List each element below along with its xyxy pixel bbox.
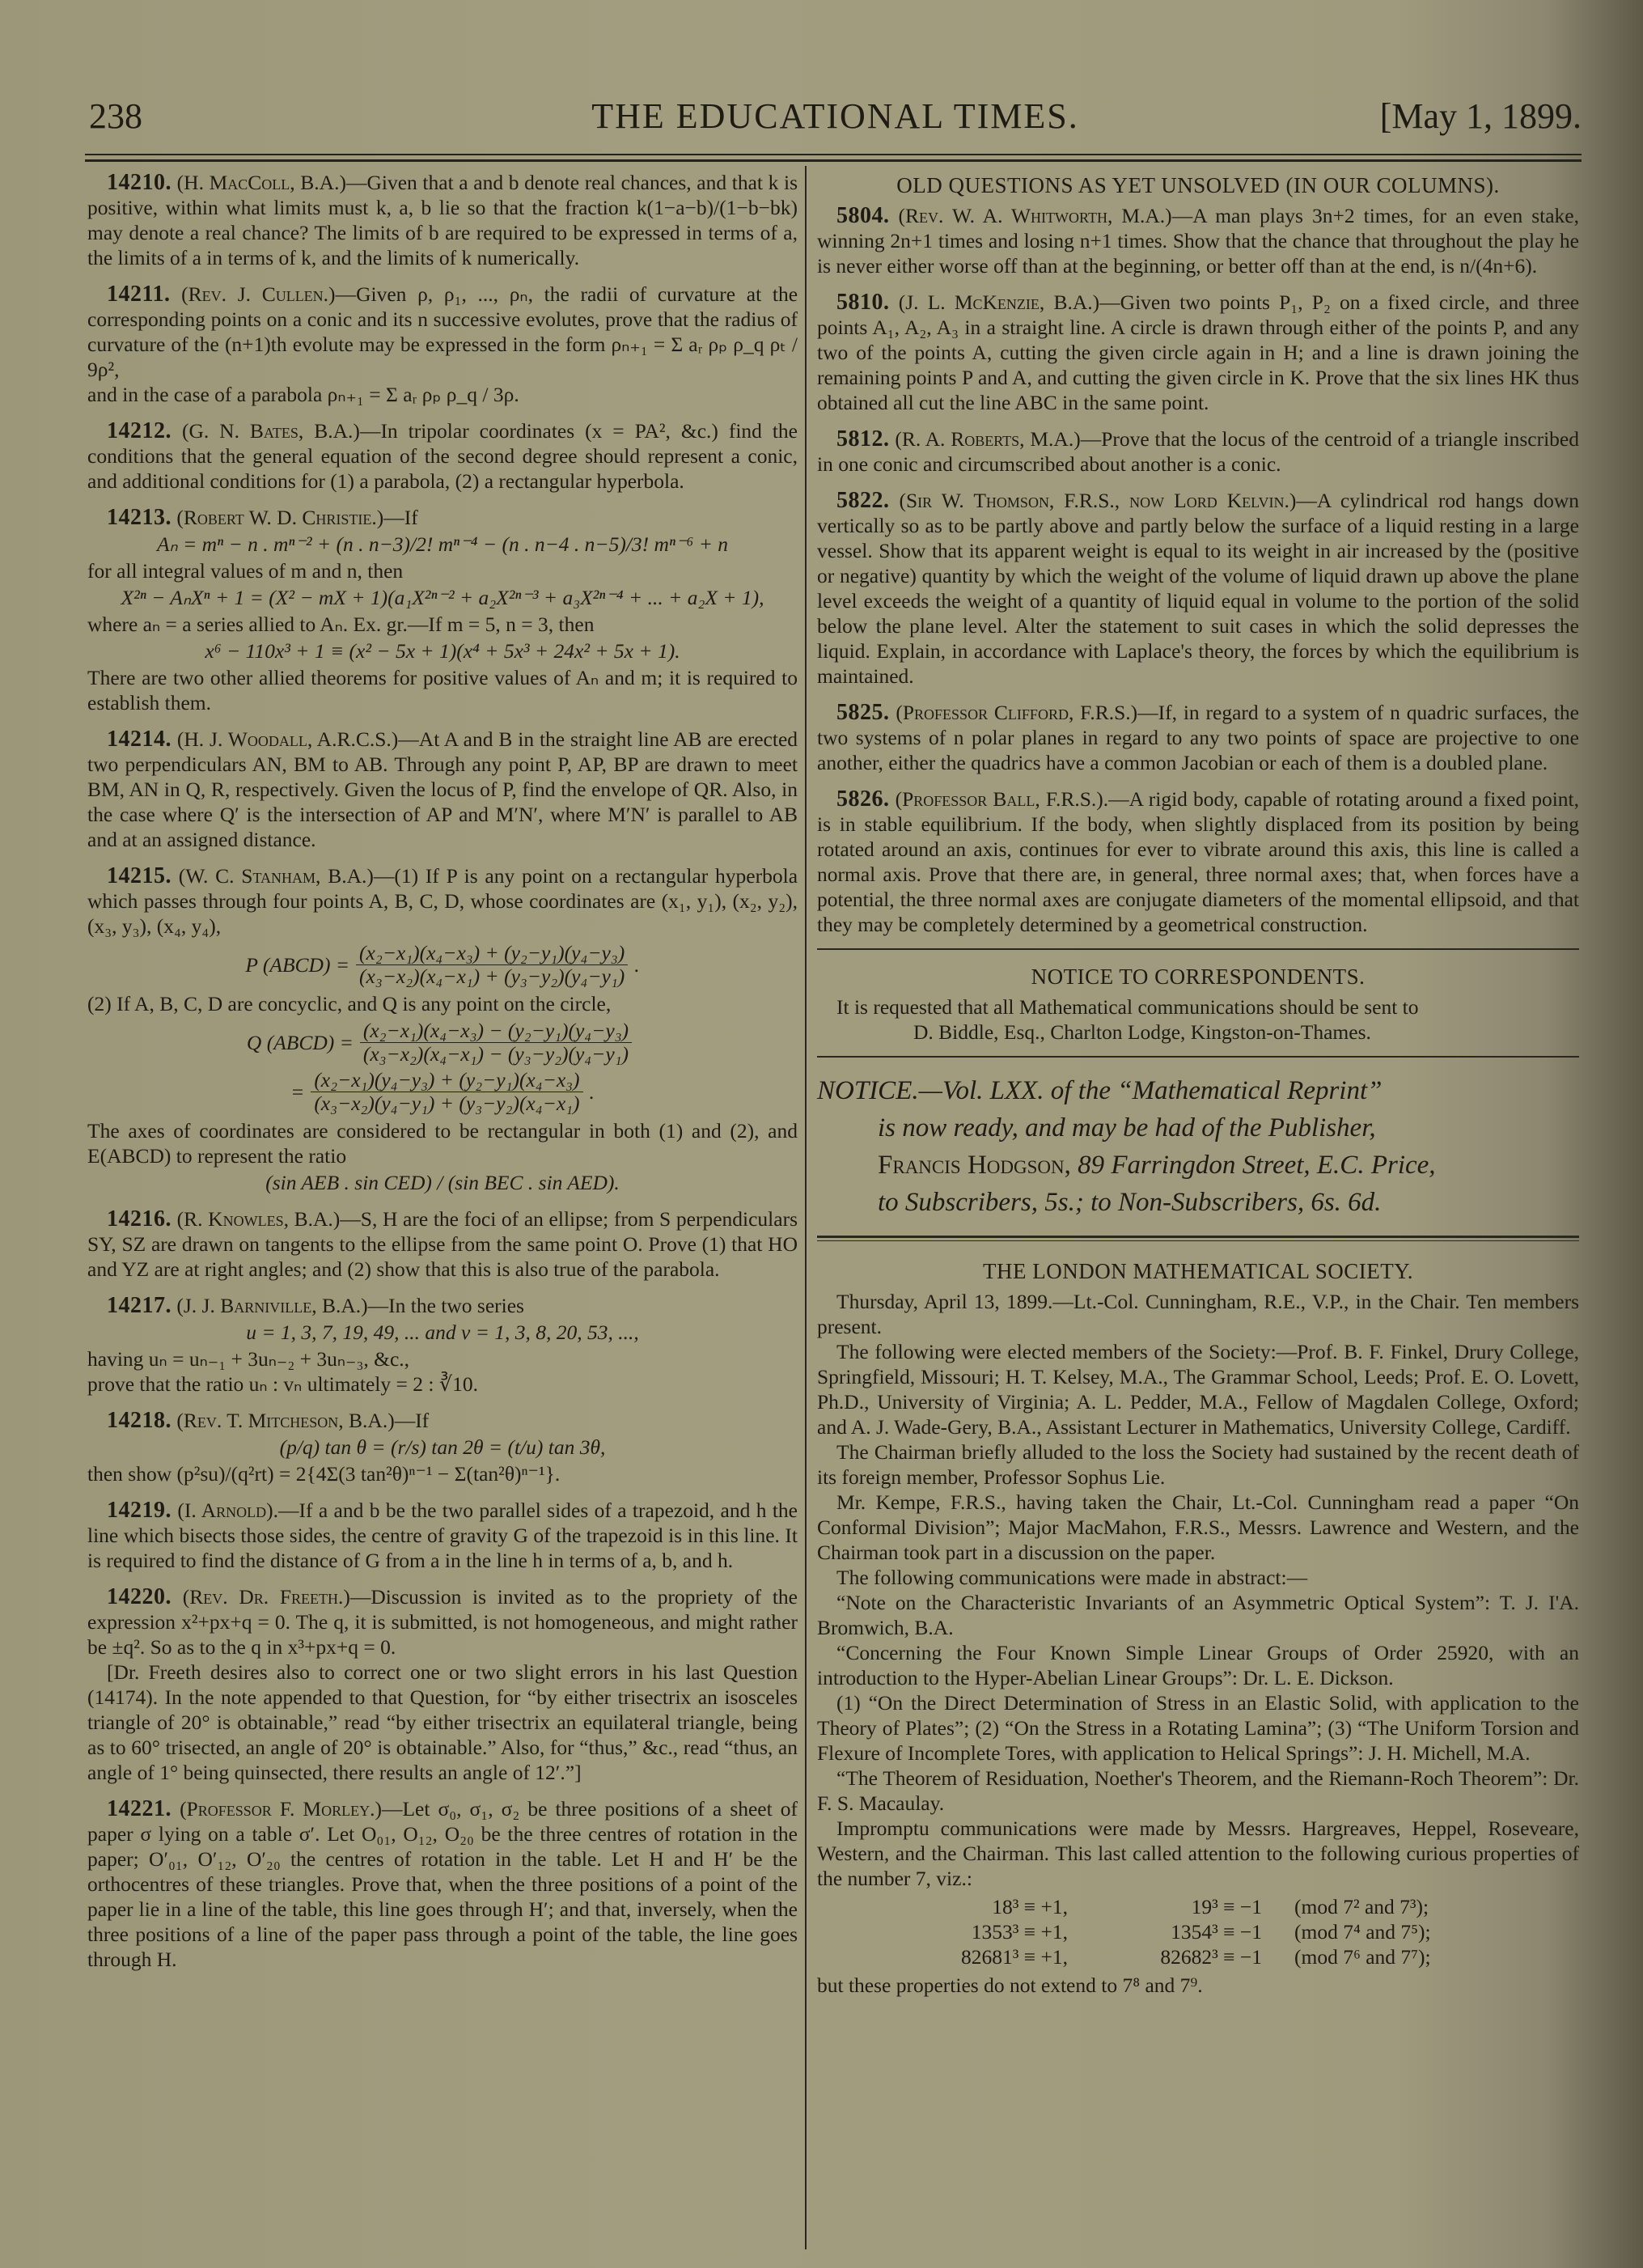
problem-number: 14216.: [107, 1206, 171, 1232]
problem-statement: [87, 1206, 798, 1282]
problem-5810: [817, 290, 1579, 415]
page-number: 238: [89, 96, 142, 136]
problem-text: —If: [394, 1409, 430, 1432]
paragraph: [Dr. Freeth desires also to correct one or two slight errors in his last Question (14174). In the note appended to that Question, for “by either trisectrix an isosceles triangle of 20° is obtainable,” read “by either trisectrix an equilateral triangle, being as to 60° trisected, an angle of 20° is obtainable.” Also, for “thus,” &c., read “thus, an angle of 1° being quinsected, there results an angle of 12′.”]: [87, 1660, 798, 1784]
problem-14212: [87, 418, 798, 494]
right-column: [817, 170, 1579, 1998]
problem-14221: [87, 1796, 798, 1972]
notice-line: NOTICE.—Vol. LXX. of the “Mathematical Reprint”: [817, 1076, 1383, 1105]
formula: (sin AEB . sin CED) / (sin BEC . sin AED).: [265, 1171, 620, 1194]
problem-author: (Robert W. D. Christie.): [176, 506, 384, 529]
problem-author: (Rev. T. Mitcheson, B.A.): [176, 1409, 395, 1432]
fraction-formula: [87, 1020, 798, 1066]
formula-end: .: [589, 1080, 595, 1104]
problem-14214: [87, 727, 798, 852]
problem-text: —(1) If P is any point on a rectangular hyperbola which passes through four points A, B, C, D, whose coordinates are (x₁, y₁), (x₂, y₂), (x₃, y₃), (x₄, y₄),: [87, 864, 798, 938]
problem-author: (J. L. McKenzie, B.A.): [898, 290, 1100, 314]
old-questions-list: [817, 203, 1579, 937]
problem-text: —If, in regard to a system of n quadric surfaces, the two systems of n polar planes in regard to any two points of space are projective to one another, either the quadrics have a common Jacobian or each of them is a doubled plane.: [817, 701, 1579, 774]
section-rule: [817, 1056, 1579, 1058]
problem-5825: [817, 700, 1579, 775]
problem-text: —Given two points P₁, P₂ on a fixed circle, and three points A₁, A₂, A₃ in a straight line. A circle is drawn through either of the points P, and any two of the points A, cutting the given circle again in H; and a line is drawn joining the remaining points P and A, and cutting the given circle in K. Prove that the six lines HK thus obtained all cut the line ABC in the same point.: [817, 290, 1580, 414]
double-rule: [817, 1236, 1579, 1241]
society-report: [817, 1289, 1579, 1891]
problem-statement: [87, 1498, 798, 1573]
problem-number: 14219.: [107, 1498, 171, 1523]
congruence-row: [817, 1944, 1579, 1969]
society-paragraph: The following were elected members of the Society:—Prof. B. F. Finkel, Drury College, Springfield, Missouri; H. T. Kelsey, M.A., The Grammar School, Leeds; Prof. E. O. Lovett, Ph.D., University of Virginia; A. L. Pedder, M.A., Fellow of Magdalen College, Oxford; and A. J. Wade-Gery, B.A., Assistant Lecturer in Mathematics, University College, Cardiff.: [817, 1340, 1579, 1439]
problem-text: —A cylindrical rod hangs down vertically so as to be partly above and partly below the surface of a liquid resting in a large vessel. Show that its apparent weight is equal to its weight in air increased by the (positive or negative) quantity by which the weight of the volume of liquid drawn up above the plane level exceeds the weight of a quantity of liquid equal in volume to the portion of the solid below the plane level. Alter the statement to suit cases in which the solid depresses the liquid. Explain, in accordance with Laplace's theory, the forces by which the equilibrium is maintained.: [817, 489, 1579, 688]
problem-5822: [817, 488, 1579, 689]
problem-number: 5826.: [836, 786, 890, 812]
problem-number: 14212.: [107, 418, 171, 443]
problem-statement: [817, 786, 1579, 937]
correspondents-address: D. Biddle, Esq., Charlton Lodge, Kingston-on-Thames.: [913, 1020, 1371, 1044]
problem-number: 14215.: [107, 863, 171, 888]
society-closing: but these properties do not extend to 7⁸ and 7⁹.: [817, 1973, 1203, 1997]
society-paragraph: Thursday, April 13, 1899.—Lt.-Col. Cunningham, R.E., V.P., in the Chair. Ten members present.: [817, 1290, 1579, 1338]
problem-statement: [87, 170, 798, 270]
problem-statement: [87, 727, 798, 852]
problem-author: (I. Arnold).: [177, 1499, 278, 1522]
journal-title: THE EDUCATIONAL TIMES.: [591, 96, 1079, 136]
problem-number: 14218.: [107, 1408, 171, 1433]
paragraph: for all integral values of m and n, then: [87, 559, 404, 583]
congruence-row: [817, 1919, 1579, 1944]
problem-statement: [87, 1796, 798, 1972]
left-column: [87, 170, 798, 1983]
paragraph: There are two other allied theorems for positive values of Aₙ and m; it is required to establish them.: [87, 666, 798, 714]
congruence-cell: 1353³ ≡ +1,: [971, 1920, 1068, 1944]
publisher-name: Francis Hodgson,: [878, 1151, 1071, 1180]
problem-author: (R. Knowles, B.A.): [176, 1207, 341, 1231]
problem-text: —In tripolar coordinates (x = PA², &c.) find the conditions that the general equation of the second degree should represent a conic, and additional conditions for (1) a parabola, (2) a rectangular hyperbola.: [87, 419, 798, 493]
problem-number: 5810.: [836, 290, 890, 315]
congruence-cell: 1354³ ≡ −1: [1171, 1920, 1262, 1944]
problem-number: 14217.: [107, 1293, 171, 1318]
formula-end: .: [634, 953, 640, 977]
problem-statement: [87, 1584, 798, 1660]
running-header: [89, 95, 1582, 144]
problem-author: (Rev. W. A. Whitworth, M.A.): [898, 204, 1172, 227]
notice-line: is now ready, and may be had of the Publisher,: [878, 1113, 1376, 1142]
problem-14219: [87, 1498, 798, 1573]
formula: X²ⁿ − AₙXⁿ + 1 = (X² − mX + 1)(a₁X²ⁿ⁻² + a₂X²ⁿ⁻³ + a₃X²ⁿ⁻⁴ + ... + a₂X + 1),: [121, 586, 764, 609]
problem-14211: [87, 282, 798, 407]
problem-text: —In the two series: [367, 1294, 524, 1317]
formula: Aₙ = mⁿ − n . mⁿ⁻² + (n . n−3)/2! mⁿ⁻⁴ − (n . n−4 . n−5)/3! mⁿ⁻⁶ + n: [156, 532, 729, 556]
paragraph: where aₙ = a series allied to Aₙ. Ex. gr.—If m = 5, n = 3, then: [87, 613, 595, 636]
problem-number: 5822.: [836, 488, 890, 513]
society-paragraph: Impromptu communications were made by Messrs. Hargreaves, Heppel, Roseveare, Western, and the Chairman. This last called attention to the following curious properties of the number 7, viz.:: [817, 1817, 1579, 1890]
problem-statement: [87, 1408, 798, 1433]
problem-statement: [817, 700, 1579, 775]
numerator: (x₂−x₁)(x₄−x₃) + (y₂−y₁)(y₄−y₃): [356, 942, 628, 965]
problem-author: (Professor Clifford, F.R.S.): [896, 701, 1138, 724]
problem-statement: [817, 488, 1579, 689]
problem-14216: [87, 1206, 798, 1282]
old-questions-heading: OLD QUESTIONS AS YET UNSOLVED (IN OUR COLUMNS).: [896, 173, 1500, 197]
numerator: (x₂−x₁)(x₄−x₃) − (y₂−y₁)(y₄−y₃): [360, 1020, 632, 1043]
congruence-cell: (mod 7⁴ and 7⁵);: [1294, 1920, 1431, 1944]
congruence-cell: (mod 7² and 7³);: [1294, 1895, 1429, 1918]
problem-statement: [87, 505, 798, 530]
problem-text: —S, H are the foci of an ellipse; from S perpendiculars SY, SZ are drawn on tangents to the ellipse from the same point O. Prove (1) that HO and YZ are at right angles; and (2) show that this is also true of the parabola.: [87, 1207, 798, 1281]
problem-14218: [87, 1408, 798, 1486]
formula: u = 1, 3, 7, 19, 49, ... and v = 1, 3, 8, 20, 53, ...,: [246, 1321, 639, 1344]
congruence-cell: (mod 7⁶ and 7⁷);: [1294, 1945, 1431, 1969]
congruence-table: [817, 1894, 1579, 1969]
correspondents-text: It is requested that all Mathematical communications should be sent to: [836, 995, 1419, 1019]
problem-text: —Prove that the locus of the centroid of a triangle inscribed in one conic and circumscribed about another is a conic.: [817, 427, 1579, 476]
congruence-cell: 19³ ≡ −1: [1191, 1895, 1262, 1918]
fraction: [356, 942, 628, 988]
congruence-cell: 18³ ≡ +1,: [992, 1895, 1068, 1918]
denominator: (x₃−x₂)(x₄−x₁) − (y₃−y₂)(y₄−y₁): [362, 1042, 629, 1066]
paragraph: (2) If A, B, C, D are concyclic, and Q is any point on the circle,: [87, 992, 612, 1015]
problem-5826: [817, 786, 1579, 937]
society-paragraph: (1) “On the Direct Determination of Stress in an Elastic Solid, with application to the Theory of Plates”; (2) “On the Stress in a Rotating Lamina”; (3) “The Uniform Torsion and Flexure of Incomplete Tores, with application to Helical Springs”: J. H. Michell, M.A.: [817, 1691, 1579, 1765]
problem-text: —A rigid body, capable of rotating around a fixed point, is in stable equilibrium. If the body, when slightly displaced from its position by being rotated around an axis, continues for ever to vibrate around this axis, this line is called a normal axis. Prove that there are, in general, three normal axes; that, when forces have a potential, the three normal axes are conjugate diameters of the momental ellipsoid, and that they may be completely determined by a geometrical construction.: [817, 787, 1580, 936]
problem-statement: [817, 426, 1579, 477]
formula: x⁶ − 110x³ + 1 ≡ (x² − 5x + 1)(x⁴ + 5x³ + 24x² + 5x + 1).: [205, 639, 680, 663]
problem-number: 14221.: [107, 1796, 171, 1821]
problem-number: 5812.: [836, 426, 890, 451]
problem-text: —At A and B in the straight line AB are erected two perpendiculars AN, BM to AB. Through any point P, AP, BP are drawn to meet BM, AN in Q, R, respectively. Given the locus of P, find the envelope of QR. Also, in the case where Q′ is the intersection of AP and M′N′, where M′N′ is parallel to AB and at an assigned distance.: [87, 727, 798, 851]
issue-date: [May 1, 1899.: [1379, 96, 1582, 136]
problem-text: —If: [383, 506, 418, 529]
reprint-notice: [817, 1072, 1579, 1221]
problem-author: (Professor Ball, F.R.S.).: [895, 787, 1109, 811]
problem-author: (Rev. Dr. Freeth.): [182, 1585, 350, 1609]
header-rule: [85, 154, 1582, 162]
problem-statement: [87, 863, 798, 939]
society-paragraph: “Concerning the Four Known Simple Linear Groups of Order 25920, with an introduction to the Hyper-Abelian Linear Groups”: Dr. L. E. Dickson.: [817, 1641, 1579, 1689]
society-paragraph: Mr. Kempe, F.R.S., having taken the Chair, Lt.-Col. Cunningham read a paper “On Conformal Division”; Major MacMahon, F.R.S., Messrs. Lawrence and Western, and the Chairman took part in a discussion on the paper.: [817, 1490, 1579, 1564]
problem-5812: [817, 426, 1579, 477]
notice-line: to Subscribers, 5s.; to Non-Subscribers, 6s. 6d.: [878, 1188, 1382, 1217]
fraction: [360, 1020, 632, 1066]
problem-statement: [87, 1293, 798, 1318]
problem-author: (H. J. Woodall, A.R.C.S.): [176, 727, 399, 751]
problem-text: —If a and b be the two parallel sides of a trapezoid, and h the line which bisects those sides, the centre of gravity G of the trapezoid is in this line. It is required to find the distance of G from a in the line h in terms of a, b, and h.: [87, 1499, 798, 1572]
problem-number: 14210.: [107, 170, 171, 195]
problem-text: —Let σ₀, σ₁, σ₂ be three positions of a sheet of paper σ lying on a table σ′. Let O₀₁, O₁₂, O₂₀ be the three centres of rotation in the paper; O′₀₁, O′₁₂, O′₂₀ the centres of rotation in the table. Let H and H′ be the orthocentres of these triangles. Prove that, when the three positions of a point of the paper lie in a line of the table, this line goes through H′; and that, inversely, when the three positions of a line of the paper pass through a point of the table, the line goes through H.: [87, 1797, 798, 1971]
numerator: (x₂−x₁)(y₄−y₃) + (y₂−y₁)(x₄−x₃): [311, 1069, 582, 1092]
problem-number: 14214.: [107, 727, 171, 752]
problem-text: —Given ρ, ρ₁, ..., ρₙ, the radii of curvature at the corresponding points on a conic and its n successive evolutes, prove that the radius of curvature of the (n+1)th evolute may be expressed in the form ρₙ₊₁ = Σ aᵣ ρₚ ρ_q ρₜ / 9ρ²,: [87, 282, 798, 381]
congruence-cell: 82681³ ≡ +1,: [960, 1945, 1068, 1969]
problem-statement: [87, 418, 798, 494]
problem-14210: [87, 170, 798, 270]
notice-line: [817, 1147, 1579, 1184]
problem-author: (J. J. Barniville, B.A.): [176, 1294, 368, 1317]
problem-14220: [87, 1584, 798, 1785]
publisher-address: 89 Farringdon Street, E.C. Price,: [1078, 1151, 1436, 1180]
congruence-row: [817, 1894, 1579, 1919]
problem-author: (R. A. Roberts, M.A.): [895, 427, 1081, 451]
problem-statement: [817, 203, 1579, 278]
problem-author: (G. N. Bates, B.A.): [181, 419, 360, 443]
fraction-formula: [87, 942, 798, 988]
society-paragraph: The Chairman briefly alluded to the loss the Society had sustained by the recent death of its foreign member, Professor Sophus Lie.: [817, 1440, 1579, 1489]
problem-number: 14213.: [107, 505, 171, 530]
problem-14213: [87, 505, 798, 715]
denominator: (x₃−x₂)(y₄−y₁) + (y₃−y₂)(x₄−x₁): [314, 1092, 580, 1115]
problem-author: (W. C. Stanham, B.A.): [178, 864, 374, 888]
formula: (p/q) tan θ = (r/s) tan 2θ = (t/u) tan 3θ,: [279, 1435, 606, 1459]
congruence-cell: 82682³ ≡ −1: [1160, 1945, 1262, 1969]
paragraph: The axes of coordinates are considered to be rectangular in both (1) and (2), and E(ABCD) to represent the ratio: [87, 1119, 798, 1168]
society-paragraph: “The Theorem of Residuation, Noether's Theorem, and the Riemann-Roch Theorem”: Dr. F. S. Macaulay.: [817, 1766, 1579, 1815]
paragraph: then show (p²su)/(q²rt) = 2{4Σ(3 tan²θ)ⁿ⁻¹ − Σ(tan²θ)ⁿ⁻¹}.: [87, 1462, 561, 1486]
problem-number: 14220.: [107, 1584, 171, 1609]
society-paragraph: The following communications were made in abstract:—: [836, 1566, 1308, 1589]
correspondents-heading: NOTICE TO CORRESPONDENTS.: [1031, 964, 1366, 989]
problem-14215: [87, 863, 798, 1195]
problem-text: —Discussion is invited as to the propriety of the expression x²+px+q = 0. The q, it is submitted, is not homogeneous, and might rather be ±q². So as to the q in x³+px+q = 0.: [87, 1585, 798, 1659]
column-divider: [805, 166, 807, 2249]
fraction-formula: [87, 1069, 798, 1115]
problem-author: (Professor F. Morley.): [180, 1797, 382, 1821]
problem-statement: [817, 290, 1579, 415]
problem-number: 5804.: [836, 203, 890, 228]
paragraph: having uₙ = uₙ₋₁ + 3uₙ₋₂ + 3uₙ₋₃, &c.,: [87, 1347, 410, 1371]
paragraph: and in the case of a parabola ρₙ₊₁ = Σ aᵣ ρₚ ρ_q / 3ρ.: [87, 383, 519, 406]
society-heading: THE LONDON MATHEMATICAL SOCIETY.: [983, 1259, 1413, 1283]
formula-lhs: Q (ABCD) =: [246, 1031, 354, 1054]
fraction: [311, 1069, 582, 1115]
problem-author: (Rev. J. Cullen.): [181, 282, 336, 306]
problem-statement: [87, 282, 798, 382]
problem-number: 14211.: [107, 282, 171, 307]
problem-text: —A man plays 3n+2 times, for an even stake, winning 2n+1 times and losing n+1 times. Show that the chance that throughout the play he is never either worse off than at the beginning, or better off than at the end, is n/(4n+6).: [817, 204, 1579, 278]
problem-5804: [817, 203, 1579, 278]
problem-author: (H. MacColl, B.A.): [176, 171, 346, 194]
denominator: (x₃−x₂)(x₄−x₁) + (y₃−y₂)(y₄−y₁): [359, 964, 625, 988]
society-paragraph: “Note on the Characteristic Invariants of an Asymmetric Optical System”: T. J. I'A. Bromwich, B.A.: [817, 1591, 1579, 1639]
problem-number: 5825.: [836, 700, 890, 725]
section-rule: [817, 948, 1579, 950]
paragraph: prove that the ratio uₙ : vₙ ultimately = 2 : ∛10.: [87, 1372, 478, 1396]
problem-author: (Sir W. Thomson, F.R.S., now Lord Kelvin.): [899, 489, 1297, 512]
problem-text: —Given that a and b denote real chances, and that k is positive, within what limits must k, a, b lie so that the fraction k(1−a−b)/(1−b−bk) may denote a real chance? The limits of b are required to be expressed in terms of a, the limits of a in terms of k, and the limits of k numerically.: [87, 171, 798, 269]
formula-lhs: =: [290, 1080, 305, 1104]
formula-lhs: P (ABCD) =: [245, 953, 350, 977]
problem-14217: [87, 1293, 798, 1397]
